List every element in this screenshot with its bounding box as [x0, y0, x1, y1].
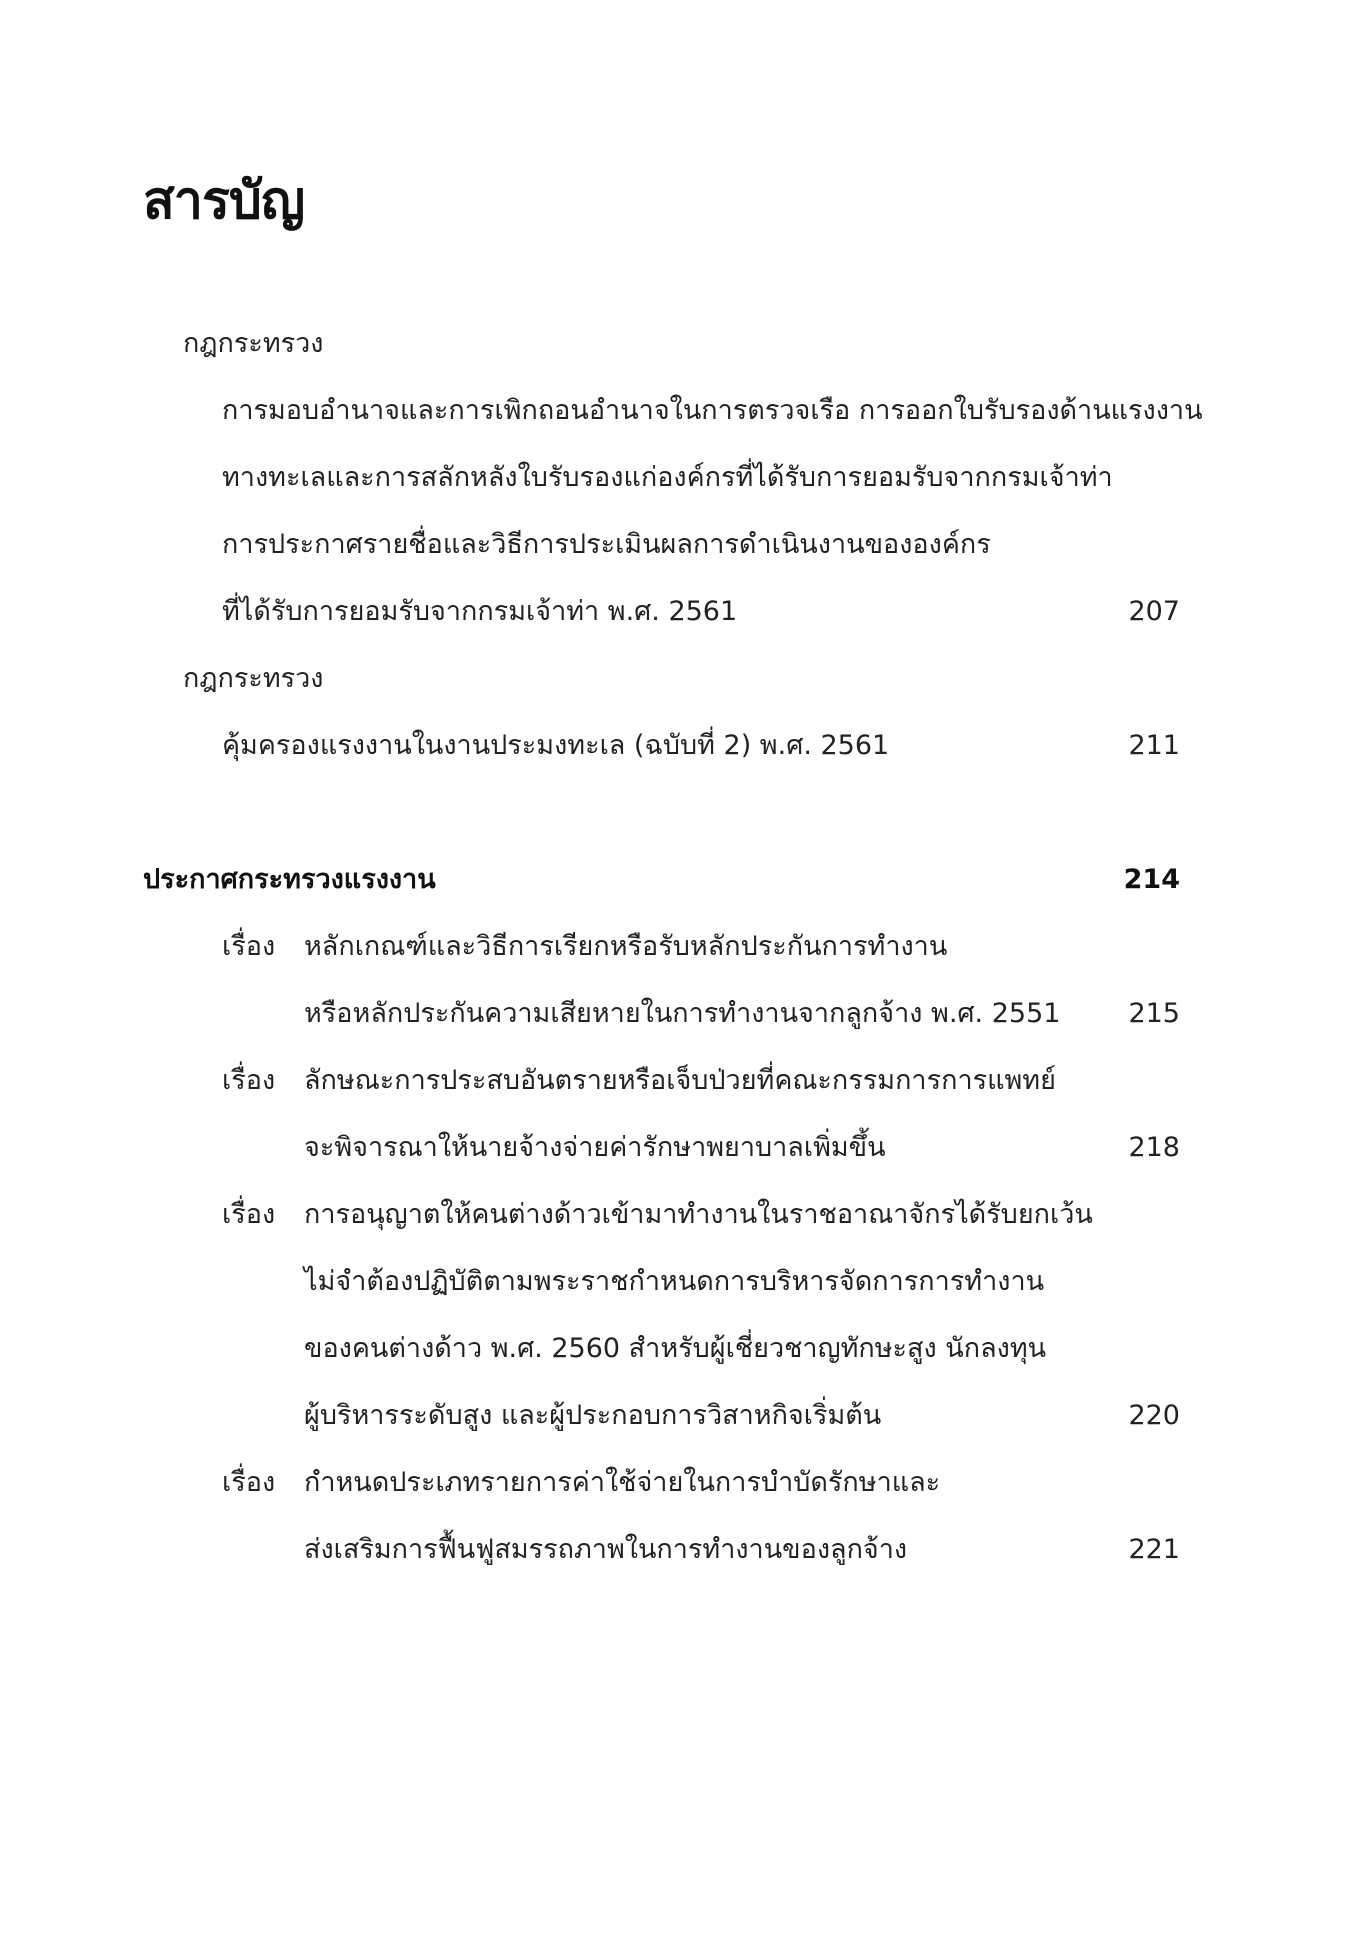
toc-entry-line — [222, 1458, 940, 1508]
toc-entry-line — [222, 1056, 1056, 1106]
page-title: สารบัญ — [143, 171, 305, 231]
toc-entry-line: คุ้มครองแรงงานในงานประมงทะเล (ฉบับที่ 2) พ.ศ. 2561 — [222, 730, 890, 761]
toc-entry-line: ผู้บริหารระดับสูง และผู้ประกอบการวิสาหกิจเริ่มต้น — [304, 1400, 882, 1431]
toc-entry-line: ไม่จำต้องปฏิบัติตามพระราชกำหนดการบริหารจัดการการทำงาน — [304, 1266, 1045, 1297]
toc-entry-line: ทางทะเลและการสลักหลังใบรับรองแก่องค์กรที่ได้รับการยอมรับจากกรมเจ้าท่า — [222, 462, 1113, 493]
page-number: 215 — [1128, 998, 1180, 1029]
toc-entry-line: การประกาศรายชื่อและวิธีการประเมินผลการดำเนินงานขององค์กร — [222, 529, 991, 560]
toc-entry-line: ที่ได้รับการยอมรับจากกรมเจ้าท่า พ.ศ. 2561 — [222, 596, 738, 627]
toc-entry-line: การมอบอำนาจและการเพิกถอนอำนาจในการตรวจเรือ การออกใบรับรองด้านแรงงาน — [222, 395, 1203, 426]
toc-entry-line: จะพิจารณาให้นายจ้างจ่ายค่ารักษาพยาบาลเพิ่มขึ้น — [304, 1132, 886, 1163]
toc-entry-line — [222, 1190, 1093, 1240]
toc-entry-line: ของคนต่างด้าว พ.ศ. 2560 สำหรับผู้เชี่ยวชาญทักษะสูง นักลงทุน — [304, 1333, 1047, 1364]
section-heading: ประกาศกระทรวงแรงงาน — [143, 864, 436, 895]
subject-label: เรื่อง — [222, 931, 276, 962]
toc-heading: กฎกระทรวง — [183, 663, 324, 694]
toc-entry-line — [222, 922, 947, 972]
subject-label: เรื่อง — [222, 1467, 276, 1498]
toc-heading: กฎกระทรวง — [183, 328, 324, 359]
page-number: 207 — [1128, 596, 1180, 627]
page-number: 220 — [1128, 1400, 1180, 1431]
page-number: 218 — [1128, 1132, 1180, 1163]
section-page-number: 214 — [1123, 864, 1180, 895]
entry-text: กำหนดประเภทรายการค่าใช้จ่ายในการบำบัดรักษาและ — [304, 1467, 941, 1498]
entry-text: หลักเกณฑ์และวิธีการเรียกหรือรับหลักประกันการทำงาน — [304, 931, 948, 962]
toc-entry-line: หรือหลักประกันความเสียหายในการทำงานจากลูกจ้าง พ.ศ. 2551 — [304, 998, 1061, 1029]
subject-label: เรื่อง — [222, 1065, 276, 1096]
subject-label: เรื่อง — [222, 1199, 276, 1230]
page-number: 211 — [1128, 730, 1180, 761]
entry-text: ลักษณะการประสบอันตรายหรือเจ็บป่วยที่คณะกรรมการการแพทย์ — [304, 1065, 1056, 1096]
entry-text: การอนุญาตให้คนต่างด้าวเข้ามาทำงานในราชอาณาจักรได้รับยกเว้น — [304, 1199, 1093, 1230]
page-number: 221 — [1128, 1534, 1180, 1565]
toc-entry-line: ส่งเสริมการฟื้นฟูสมรรถภาพในการทำงานของลูกจ้าง — [304, 1534, 908, 1565]
